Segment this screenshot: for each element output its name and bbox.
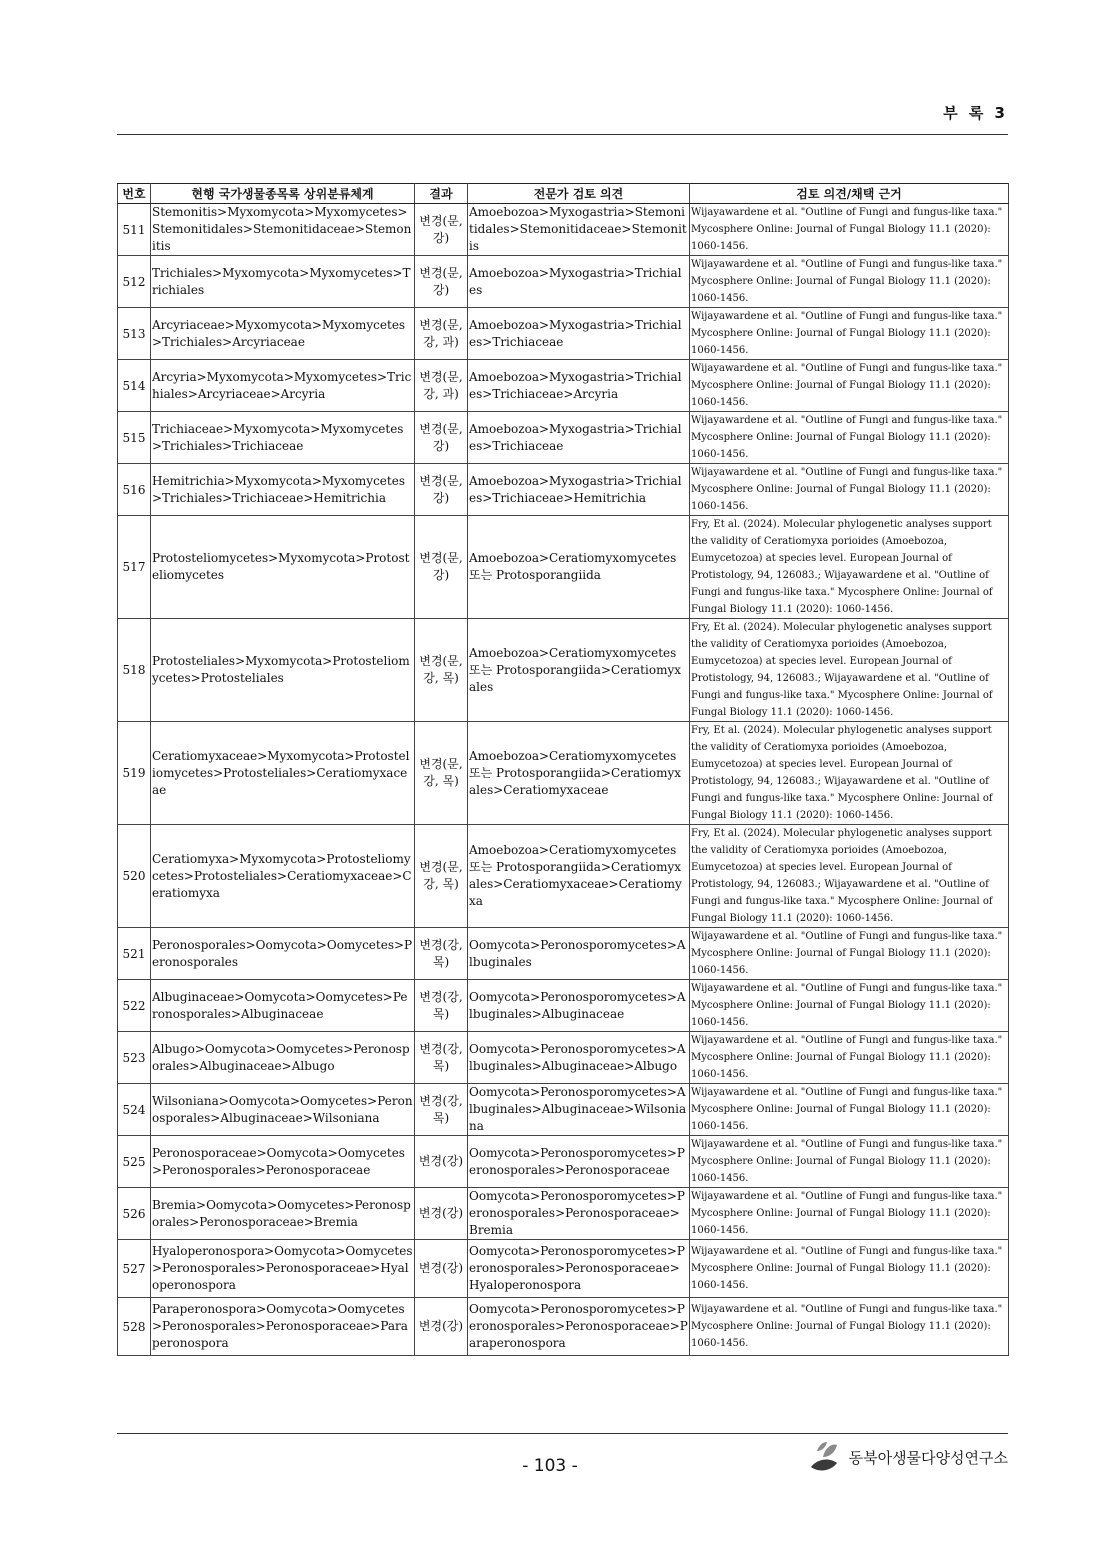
table-row	[118, 204, 1009, 256]
expert-review: Amoebozoa>Myxogastria>Trichiales>Trichiaceae>Hemitrichia	[468, 464, 690, 516]
row-number: 512	[118, 256, 151, 308]
expert-review: Amoebozoa>Myxogastria>Trichiales>Trichiaceae	[468, 308, 690, 360]
current-classification: Peronosporaceae>Oomycota>Oomycetes>Peronosporales>Peronosporaceae	[151, 1136, 415, 1188]
current-classification: Wilsoniana>Oomycota>Oomycetes>Peronosporales>Albuginaceae>Wilsoniana	[151, 1084, 415, 1136]
current-classification: Hyaloperonospora>Oomycota>Oomycetes>Peronosporales>Peronosporaceae>Hyaloperonospora	[151, 1240, 415, 1298]
expert-review: Amoebozoa>Ceratiomyxomycetes 또는 Protosporangiida>Ceratiomyxales	[468, 619, 690, 722]
result: 변경(문, 강, 목)	[415, 825, 468, 928]
table-row	[118, 825, 1009, 928]
result: 변경(강, 목)	[415, 1084, 468, 1136]
row-number: 521	[118, 928, 151, 980]
table-row	[118, 1084, 1009, 1136]
current-classification: Trichiales>Myxomycota>Myxomycetes>Trichiales	[151, 256, 415, 308]
result: 변경(문, 강)	[415, 412, 468, 464]
review-basis: Fry, Et al. (2024). Molecular phylogenetic analyses support the validity of Ceratiomyxa porioides (Amoebozoa, Eumycetozoa) at species level. European Journal of Protistology, 94, 126083.; Wijayawardene et al. "Outline of Fungi and fungus-like taxa." Mycosphere Online: Journal of Fungal Biology 11.1 (2020): 1060-1456.	[690, 619, 1009, 722]
current-classification: Stemonitis>Myxomycota>Myxomycetes>Stemonitidales>Stemonitidaceae>Stemonitis	[151, 204, 415, 256]
expert-review: Amoebozoa>Ceratiomyxomycetes 또는 Protosporangiida>Ceratiomyxales>Ceratiomyxaceae	[468, 722, 690, 825]
table-row	[118, 516, 1009, 619]
result: 변경(문, 강)	[415, 204, 468, 256]
header-expert-review: 전문가 검토 의견	[468, 184, 690, 204]
row-number: 523	[118, 1032, 151, 1084]
row-number: 518	[118, 619, 151, 722]
leaf-icon	[807, 1437, 847, 1477]
review-basis: Wijayawardene et al. "Outline of Fungi and fungus-like taxa." Mycosphere Online: Journal of Fungal Biology 11.1 (2020): 1060-1456.	[690, 308, 1009, 360]
table-row	[118, 360, 1009, 412]
footer-divider	[117, 1433, 1008, 1434]
appendix-label: 부 록 3	[943, 104, 1008, 122]
result: 변경(문, 강, 목)	[415, 619, 468, 722]
table-row	[118, 619, 1009, 722]
result: 변경(문, 강)	[415, 464, 468, 516]
current-classification: Ceratiomyxaceae>Myxomycota>Protosteliomycetes>Protosteliales>Ceratiomyxaceae	[151, 722, 415, 825]
result: 변경(강)	[415, 1136, 468, 1188]
row-number: 513	[118, 308, 151, 360]
table-row	[118, 1188, 1009, 1240]
review-basis: Wijayawardene et al. "Outline of Fungi and fungus-like taxa." Mycosphere Online: Journal of Fungal Biology 11.1 (2020): 1060-1456.	[690, 360, 1009, 412]
review-basis: Wijayawardene et al. "Outline of Fungi and fungus-like taxa." Mycosphere Online: Journal of Fungal Biology 11.1 (2020): 1060-1456.	[690, 464, 1009, 516]
expert-review: Oomycota>Peronosporomycetes>Albuginales>Albuginaceae	[468, 980, 690, 1032]
result: 변경(강, 목)	[415, 1032, 468, 1084]
review-basis: Wijayawardene et al. "Outline of Fungi and fungus-like taxa." Mycosphere Online: Journal of Fungal Biology 11.1 (2020): 1060-1456.	[690, 1240, 1009, 1298]
row-number: 525	[118, 1136, 151, 1188]
institute-name: 동북아생물다양성연구소	[848, 1448, 1008, 1467]
current-classification: Arcyriaceae>Myxomycota>Myxomycetes>Trichiales>Arcyriaceae	[151, 308, 415, 360]
result: 변경(강, 목)	[415, 980, 468, 1032]
expert-review: Oomycota>Peronosporomycetes>Peronosporales>Peronosporaceae>Paraperonospora	[468, 1298, 690, 1356]
row-number: 526	[118, 1188, 151, 1240]
review-basis: Wijayawardene et al. "Outline of Fungi and fungus-like taxa." Mycosphere Online: Journal of Fungal Biology 11.1 (2020): 1060-1456.	[690, 1084, 1009, 1136]
table-row	[118, 464, 1009, 516]
row-number: 519	[118, 722, 151, 825]
row-number: 517	[118, 516, 151, 619]
expert-review: Amoebozoa>Ceratiomyxomycetes 또는 Protosporangiida	[468, 516, 690, 619]
current-classification: Albuginaceae>Oomycota>Oomycetes>Peronosporales>Albuginaceae	[151, 980, 415, 1032]
row-number: 514	[118, 360, 151, 412]
current-classification: Protosteliomycetes>Myxomycota>Protosteliomycetes	[151, 516, 415, 619]
review-basis: Fry, Et al. (2024). Molecular phylogenetic analyses support the validity of Ceratiomyxa porioides (Amoebozoa, Eumycetozoa) at species level. European Journal of Protistology, 94, 126083.; Wijayawardene et al. "Outline of Fungi and fungus-like taxa." Mycosphere Online: Journal of Fungal Biology 11.1 (2020): 1060-1456.	[690, 825, 1009, 928]
review-basis: Wijayawardene et al. "Outline of Fungi and fungus-like taxa." Mycosphere Online: Journal of Fungal Biology 11.1 (2020): 1060-1456.	[690, 928, 1009, 980]
table-row	[118, 1032, 1009, 1084]
table-row	[118, 1240, 1009, 1298]
review-basis: Fry, Et al. (2024). Molecular phylogenetic analyses support the validity of Ceratiomyxa porioides (Amoebozoa, Eumycetozoa) at species level. European Journal of Protistology, 94, 126083.; Wijayawardene et al. "Outline of Fungi and fungus-like taxa." Mycosphere Online: Journal of Fungal Biology 11.1 (2020): 1060-1456.	[690, 722, 1009, 825]
expert-review: Amoebozoa>Myxogastria>Trichiales>Trichiaceae	[468, 412, 690, 464]
current-classification: Arcyria>Myxomycota>Myxomycetes>Trichiales>Arcyriaceae>Arcyria	[151, 360, 415, 412]
review-basis: Wijayawardene et al. "Outline of Fungi and fungus-like taxa." Mycosphere Online: Journal of Fungal Biology 11.1 (2020): 1060-1456.	[690, 980, 1009, 1032]
table-row	[118, 980, 1009, 1032]
expert-review: Oomycota>Peronosporomycetes>Albuginales	[468, 928, 690, 980]
expert-review: Oomycota>Peronosporomycetes>Albuginales>Albuginaceae>Wilsoniana	[468, 1084, 690, 1136]
expert-review: Oomycota>Peronosporomycetes>Albuginales>Albuginaceae>Albugo	[468, 1032, 690, 1084]
current-classification: Peronosporales>Oomycota>Oomycetes>Peronosporales	[151, 928, 415, 980]
current-classification: Ceratiomyxa>Myxomycota>Protosteliomycetes>Protosteliales>Ceratiomyxaceae>Ceratiomyxa	[151, 825, 415, 928]
row-number: 527	[118, 1240, 151, 1298]
result: 변경(강)	[415, 1188, 468, 1240]
page-number: - 103 -	[522, 1456, 578, 1476]
result: 변경(문, 강)	[415, 256, 468, 308]
table-row	[118, 722, 1009, 825]
header-review-basis: 검토 의견/채택 근거	[690, 184, 1009, 204]
result: 변경(강, 목)	[415, 928, 468, 980]
row-number: 515	[118, 412, 151, 464]
table-header-row	[118, 184, 1009, 204]
expert-review: Oomycota>Peronosporomycetes>Peronosporales>Peronosporaceae	[468, 1136, 690, 1188]
expert-review: Amoebozoa>Myxogastria>Stemonitidales>Stemonitidaceae>Stemonitis	[468, 204, 690, 256]
review-basis: Fry, Et al. (2024). Molecular phylogenetic analyses support the validity of Ceratiomyxa porioides (Amoebozoa, Eumycetozoa) at species level. European Journal of Protistology, 94, 126083.; Wijayawardene et al. "Outline of Fungi and fungus-like taxa." Mycosphere Online: Journal of Fungal Biology 11.1 (2020): 1060-1456.	[690, 516, 1009, 619]
table-row	[118, 412, 1009, 464]
result: 변경(문, 강, 목)	[415, 722, 468, 825]
taxonomy-table	[117, 183, 1009, 1356]
table-row	[118, 1136, 1009, 1188]
result: 변경(문, 강)	[415, 516, 468, 619]
header-result: 결과	[415, 184, 468, 204]
review-basis: Wijayawardene et al. "Outline of Fungi and fungus-like taxa." Mycosphere Online: Journal of Fungal Biology 11.1 (2020): 1060-1456.	[690, 1188, 1009, 1240]
row-number: 524	[118, 1084, 151, 1136]
header-number: 번호	[118, 184, 151, 204]
row-number: 520	[118, 825, 151, 928]
review-basis: Wijayawardene et al. "Outline of Fungi and fungus-like taxa." Mycosphere Online: Journal of Fungal Biology 11.1 (2020): 1060-1456.	[690, 1136, 1009, 1188]
current-classification: Paraperonospora>Oomycota>Oomycetes>Peronosporales>Peronosporaceae>Paraperonospora	[151, 1298, 415, 1356]
expert-review: Amoebozoa>Myxogastria>Trichiales	[468, 256, 690, 308]
expert-review: Oomycota>Peronosporomycetes>Peronosporales>Peronosporaceae>Bremia	[468, 1188, 690, 1240]
review-basis: Wijayawardene et al. "Outline of Fungi and fungus-like taxa." Mycosphere Online: Journal of Fungal Biology 11.1 (2020): 1060-1456.	[690, 204, 1009, 256]
review-basis: Wijayawardene et al. "Outline of Fungi and fungus-like taxa." Mycosphere Online: Journal of Fungal Biology 11.1 (2020): 1060-1456.	[690, 1298, 1009, 1356]
expert-review: Amoebozoa>Ceratiomyxomycetes 또는 Protosporangiida>Ceratiomyxales>Ceratiomyxaceae>Ceratiomyxa	[468, 825, 690, 928]
row-number: 522	[118, 980, 151, 1032]
table-row	[118, 256, 1009, 308]
current-classification: Trichiaceae>Myxomycota>Myxomycetes>Trichiales>Trichiaceae	[151, 412, 415, 464]
row-number: 516	[118, 464, 151, 516]
header-current-classification: 현행 국가생물종목록 상위분류체계	[151, 184, 415, 204]
review-basis: Wijayawardene et al. "Outline of Fungi and fungus-like taxa." Mycosphere Online: Journal of Fungal Biology 11.1 (2020): 1060-1456.	[690, 1032, 1009, 1084]
expert-review: Oomycota>Peronosporomycetes>Peronosporales>Peronosporaceae>Hyaloperonospora	[468, 1240, 690, 1298]
current-classification: Bremia>Oomycota>Oomycetes>Peronosporales>Peronosporaceae>Bremia	[151, 1188, 415, 1240]
review-basis: Wijayawardene et al. "Outline of Fungi and fungus-like taxa." Mycosphere Online: Journal of Fungal Biology 11.1 (2020): 1060-1456.	[690, 256, 1009, 308]
result: 변경(문, 강, 과)	[415, 360, 468, 412]
header-divider	[117, 134, 1008, 135]
current-classification: Albugo>Oomycota>Oomycetes>Peronosporales>Albuginaceae>Albugo	[151, 1032, 415, 1084]
institute-logo	[807, 1437, 1008, 1477]
review-basis: Wijayawardene et al. "Outline of Fungi and fungus-like taxa." Mycosphere Online: Journal of Fungal Biology 11.1 (2020): 1060-1456.	[690, 412, 1009, 464]
expert-review: Amoebozoa>Myxogastria>Trichiales>Trichiaceae>Arcyria	[468, 360, 690, 412]
result: 변경(강)	[415, 1298, 468, 1356]
row-number: 511	[118, 204, 151, 256]
table-row	[118, 928, 1009, 980]
table-row	[118, 1298, 1009, 1356]
current-classification: Hemitrichia>Myxomycota>Myxomycetes>Trichiales>Trichiaceae>Hemitrichia	[151, 464, 415, 516]
result: 변경(문, 강, 과)	[415, 308, 468, 360]
result: 변경(강)	[415, 1240, 468, 1298]
table-row	[118, 308, 1009, 360]
current-classification: Protosteliales>Myxomycota>Protosteliomycetes>Protosteliales	[151, 619, 415, 722]
row-number: 528	[118, 1298, 151, 1356]
